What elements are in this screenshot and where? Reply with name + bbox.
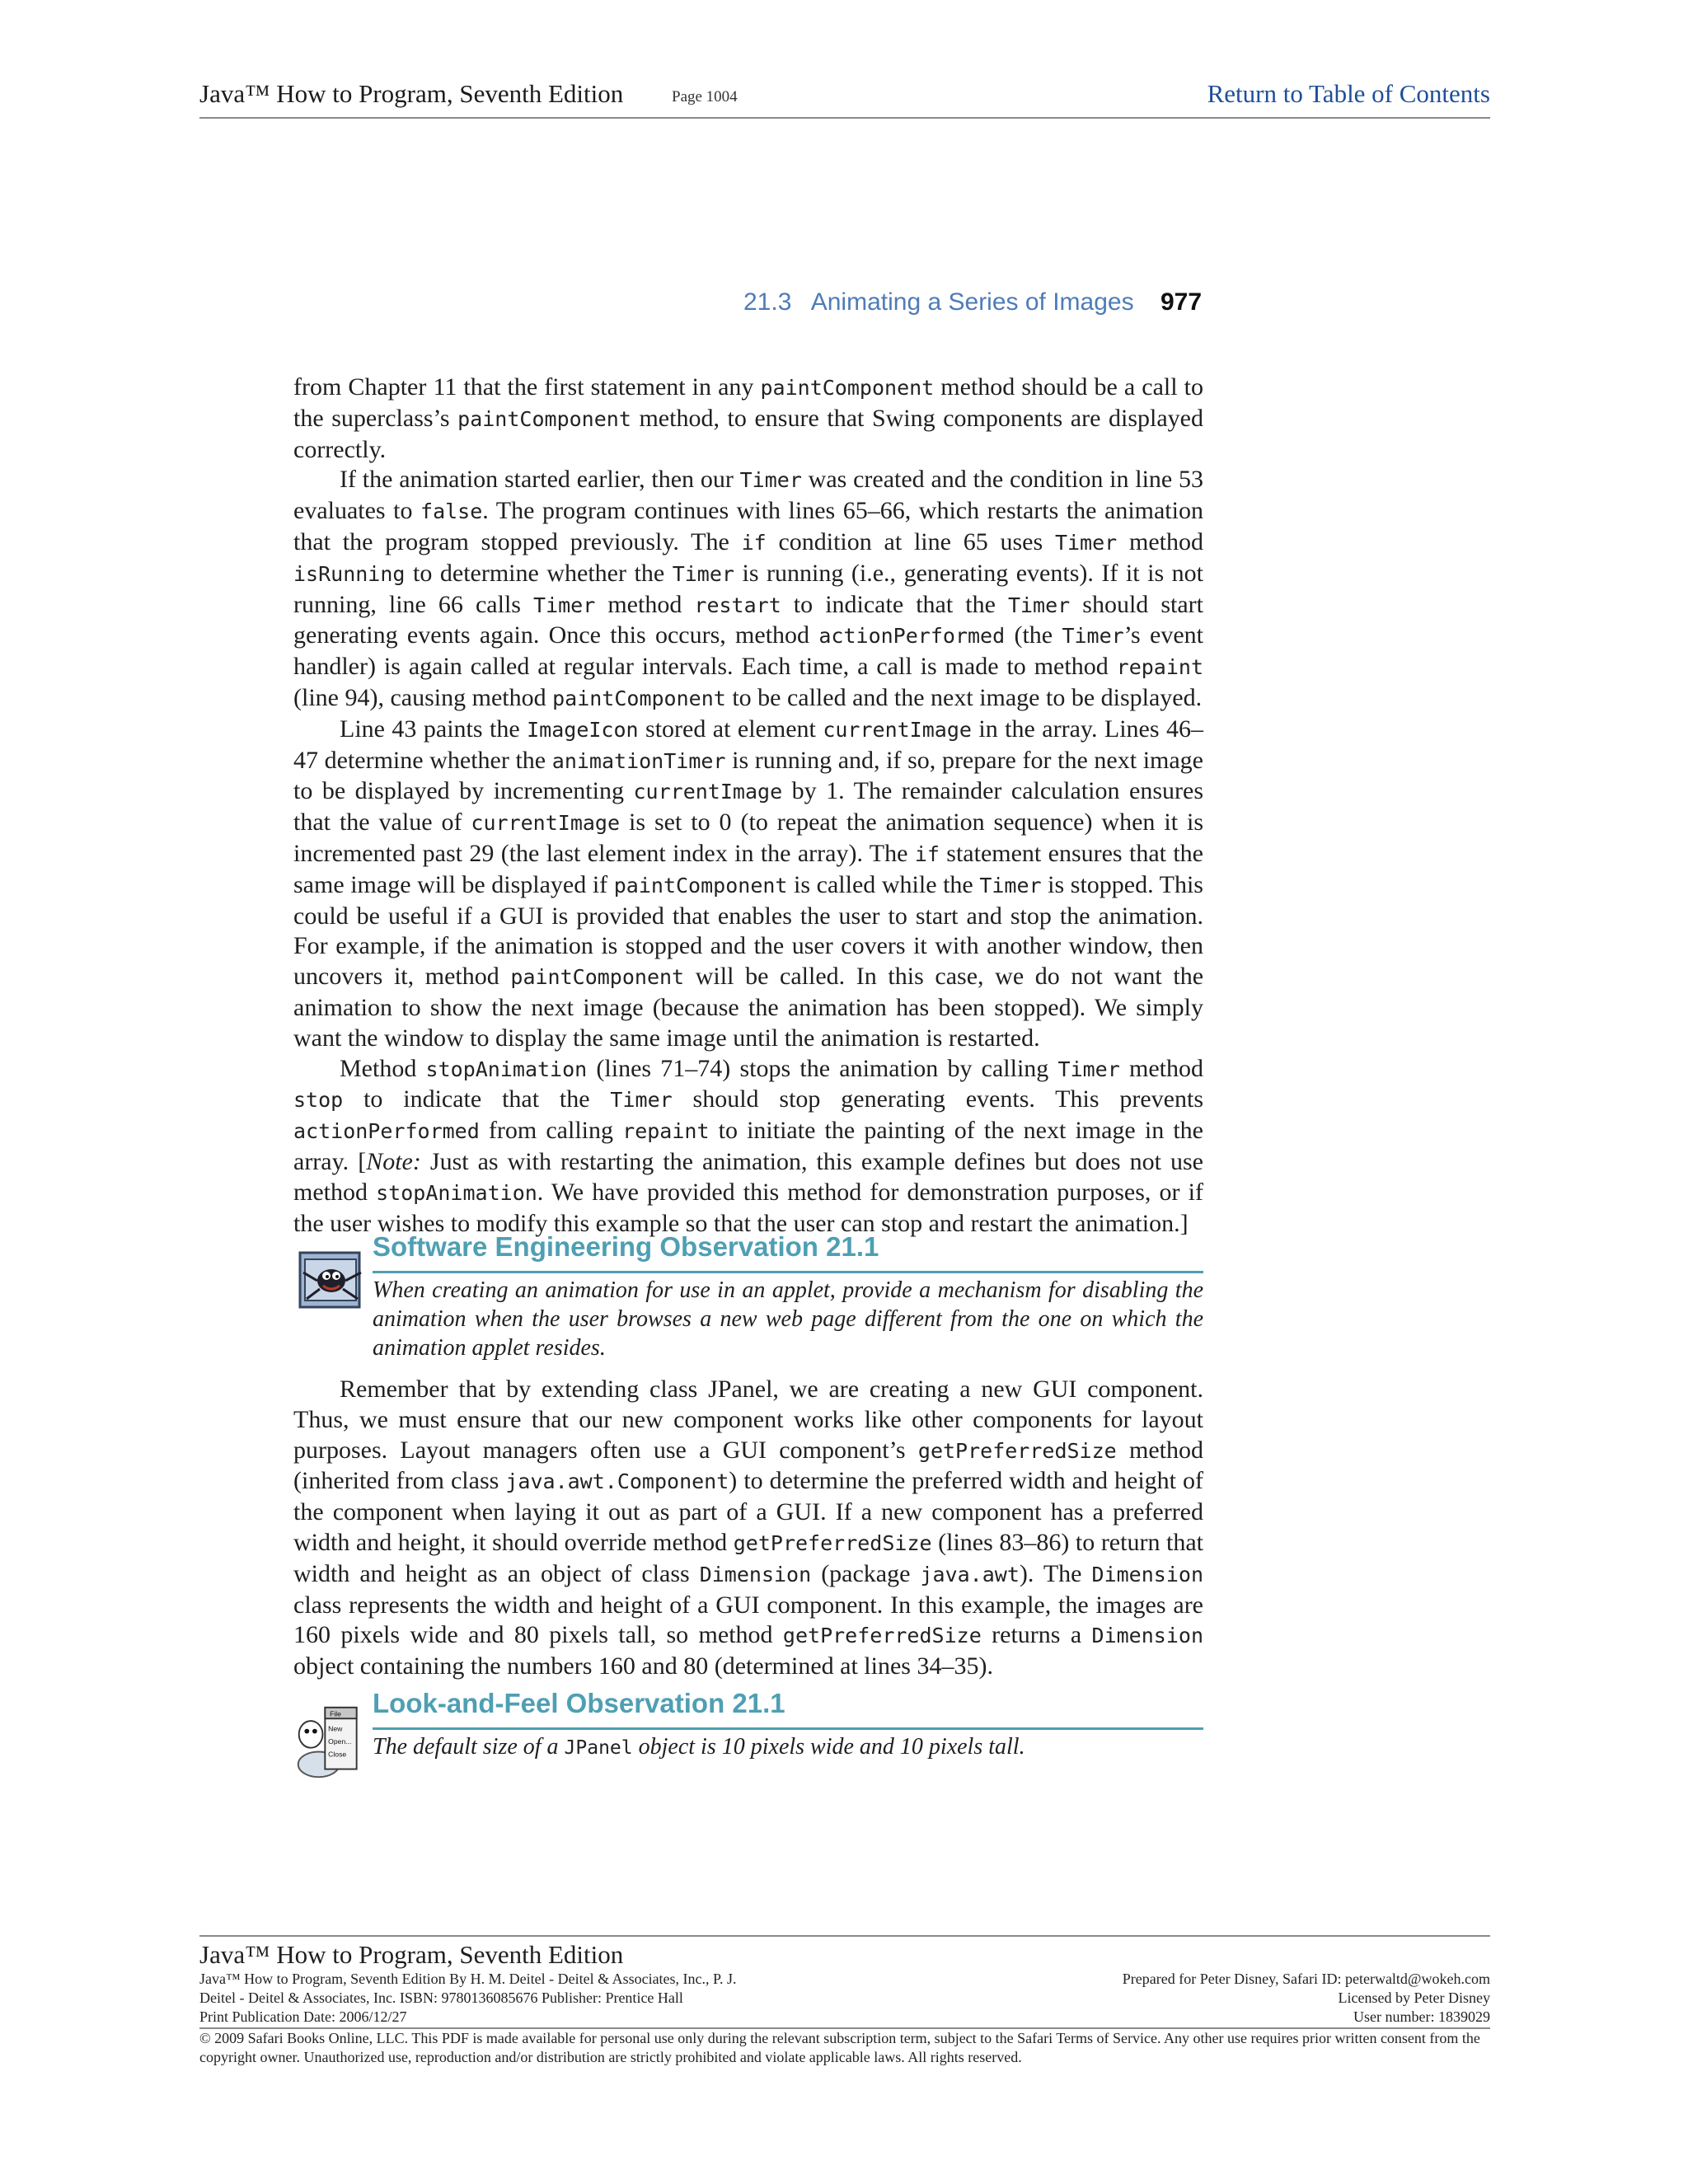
footer-row: Deitel - Deitel & Associates, Inc. ISBN: 9780136085676 Publisher: Prentice Hall Licensed by Peter Disney bbox=[199, 1990, 1490, 2006]
paragraph-2: If the animation started earlier, then our Timer was created and the condition in line 53 evaluates to false. The program continues with lines 65–66, which restarts the animation that the program stopped previously. The if condition at line 65 uses Timer method isRunning to determine whether the Timer is running (i.e., generating events). If it is not running, line 66 calls Timer method restart to indicate that the Timer should start generating events again. Once this occurs, method actionPerformed (the Timer’s event handler) is again called at regular intervals. Each time, a call is made to method repaint (line 94), causing method paintComponent to be called and the next image to be displayed. bbox=[293, 466, 1203, 711]
observation-divider bbox=[373, 1727, 1203, 1730]
software-engineering-observation bbox=[293, 1231, 1203, 1363]
footer-book-title: Java™ How to Program, Seventh Edition bbox=[199, 1940, 624, 1969]
observation-text: When creating an animation for use in an applet, provide a mechanism for disabling the animation when the user browses a new web page different from the one on which the animation applet resides. bbox=[373, 1277, 1203, 1361]
paragraph-4: Method stopAnimation (lines 71–74) stops the animation by calling Timer method stop to indicate that the Timer should stop generating events. This prevents actionPerformed from calling repaint to initiate the painting of the next image in the array. [Note: Just as with restarting the animation, this example defines but does not use method stopAnimation. We have provided this method for demonstration purposes, or if the user wishes to modify this example so that the user can stop and restart the animation.] bbox=[293, 1054, 1204, 1237]
bug-icon bbox=[293, 1244, 369, 1320]
paragraph-5: Remember that by extending class JPanel, we are creating a new GUI component. Thus, we must ensure that our new component works like other components for layout purposes. Layout managers often use a GUI component’s getPreferredSize method (inherited from class java.awt.Component) to determine the preferred width and height of the component when laying it out as part of a GUI. If a new component has a preferred width and height, it should override method getPreferredSize (lines 83–86) to return that width and height as an object of class Dimension (package java.awt). The Dimension class represents the width and height of a GUI component. In this example, the images are 160 pixels wide and 80 pixels tall, so method getPreferredSize returns a Dimension object containing the numbers 160 and 80 (determined at lines 34–35). bbox=[293, 1376, 1204, 1680]
menu-new-label: New bbox=[328, 1724, 343, 1733]
menu-file-label: File bbox=[330, 1709, 341, 1718]
observation-divider bbox=[373, 1271, 1203, 1273]
getpreferredsize-link: getPreferredSize bbox=[917, 1438, 1117, 1463]
menu-open-label: Open... bbox=[328, 1736, 352, 1746]
menu-close-label: Close bbox=[328, 1750, 347, 1759]
running-head: 21.3 Animating a Series of Images bbox=[743, 288, 1134, 316]
dimension-link: Dimension bbox=[699, 1562, 812, 1586]
footer-row: Print Publication Date: 2006/12/27 User number: 1839029 bbox=[199, 2008, 1490, 2025]
toc-link[interactable]: Return to Table of Contents bbox=[1207, 79, 1490, 108]
observation-text: The default size of a JPanel object is 10 pixels wide and 10 pixels tall. bbox=[373, 1734, 1025, 1760]
body-text-middle bbox=[293, 1375, 1203, 1682]
body-text-top bbox=[293, 373, 1203, 1239]
stop-method-link: stop bbox=[293, 1088, 344, 1113]
copyright-notice: © 2009 Safari Books Online, LLC. This PDF is made available for personal use only during the relevant subscription term, subject to the Safari Terms of Service. Any other use requires prior written consent from the copyright owner. Unauthorized use, reproduction and/or distribution are strictly prohibited and violate applicable laws. All rights reserved. bbox=[199, 2030, 1480, 2065]
page-number: 977 bbox=[1160, 288, 1203, 316]
document-header bbox=[199, 79, 1490, 119]
paragraph-3: Line 43 paints the ImageIcon stored at element currentImage in the array. Lines 46–47 determine whether the animationTimer is running and, if so, prepare for the next image to be displayed by incrementing currentImage by 1. The remainder calculation ensures that the value of currentImage is set to 0 (to repeat the animation sequence) when it is incremented past 29 (the last element index in the array). The if statement ensures that the same image will be displayed if paintComponent is called while the Timer is stopped. This could be useful if a GUI is provided that enables the user to start and stop the animation. For example, if the animation is stopped and the user covers it with another window, then uncovers it, method paintComponent will be called. In this case, we do not want the animation to show the next image (because the animation has been stopped). We simply want the window to display the same image until the animation is restarted. bbox=[293, 715, 1204, 1052]
paragraph-1: from Chapter 11 that the first statement in any paintComponent method should be a call to the superclass’s paintComponent method, to ensure that Swing components are displayed correctly. bbox=[293, 373, 1203, 463]
look-and-feel-observation bbox=[293, 1688, 1203, 1787]
menu-window-icon bbox=[293, 1704, 369, 1780]
observation-title: Software Engineering Observation 21.1 bbox=[373, 1231, 879, 1262]
book-title: Java™ How to Program, Seventh Edition bbox=[199, 79, 624, 108]
observation-title: Look-and-Feel Observation 21.1 bbox=[373, 1688, 785, 1718]
page-label: Page 1004 bbox=[672, 88, 738, 105]
footer-row: Java™ How to Program, Seventh Edition By H. M. Deitel - Deitel & Associates, Inc., P. J. Prepared for Peter Disney, Safari ID: peterwaltd@wokeh.com bbox=[199, 1971, 1490, 1987]
document-footer bbox=[199, 1935, 1490, 2067]
